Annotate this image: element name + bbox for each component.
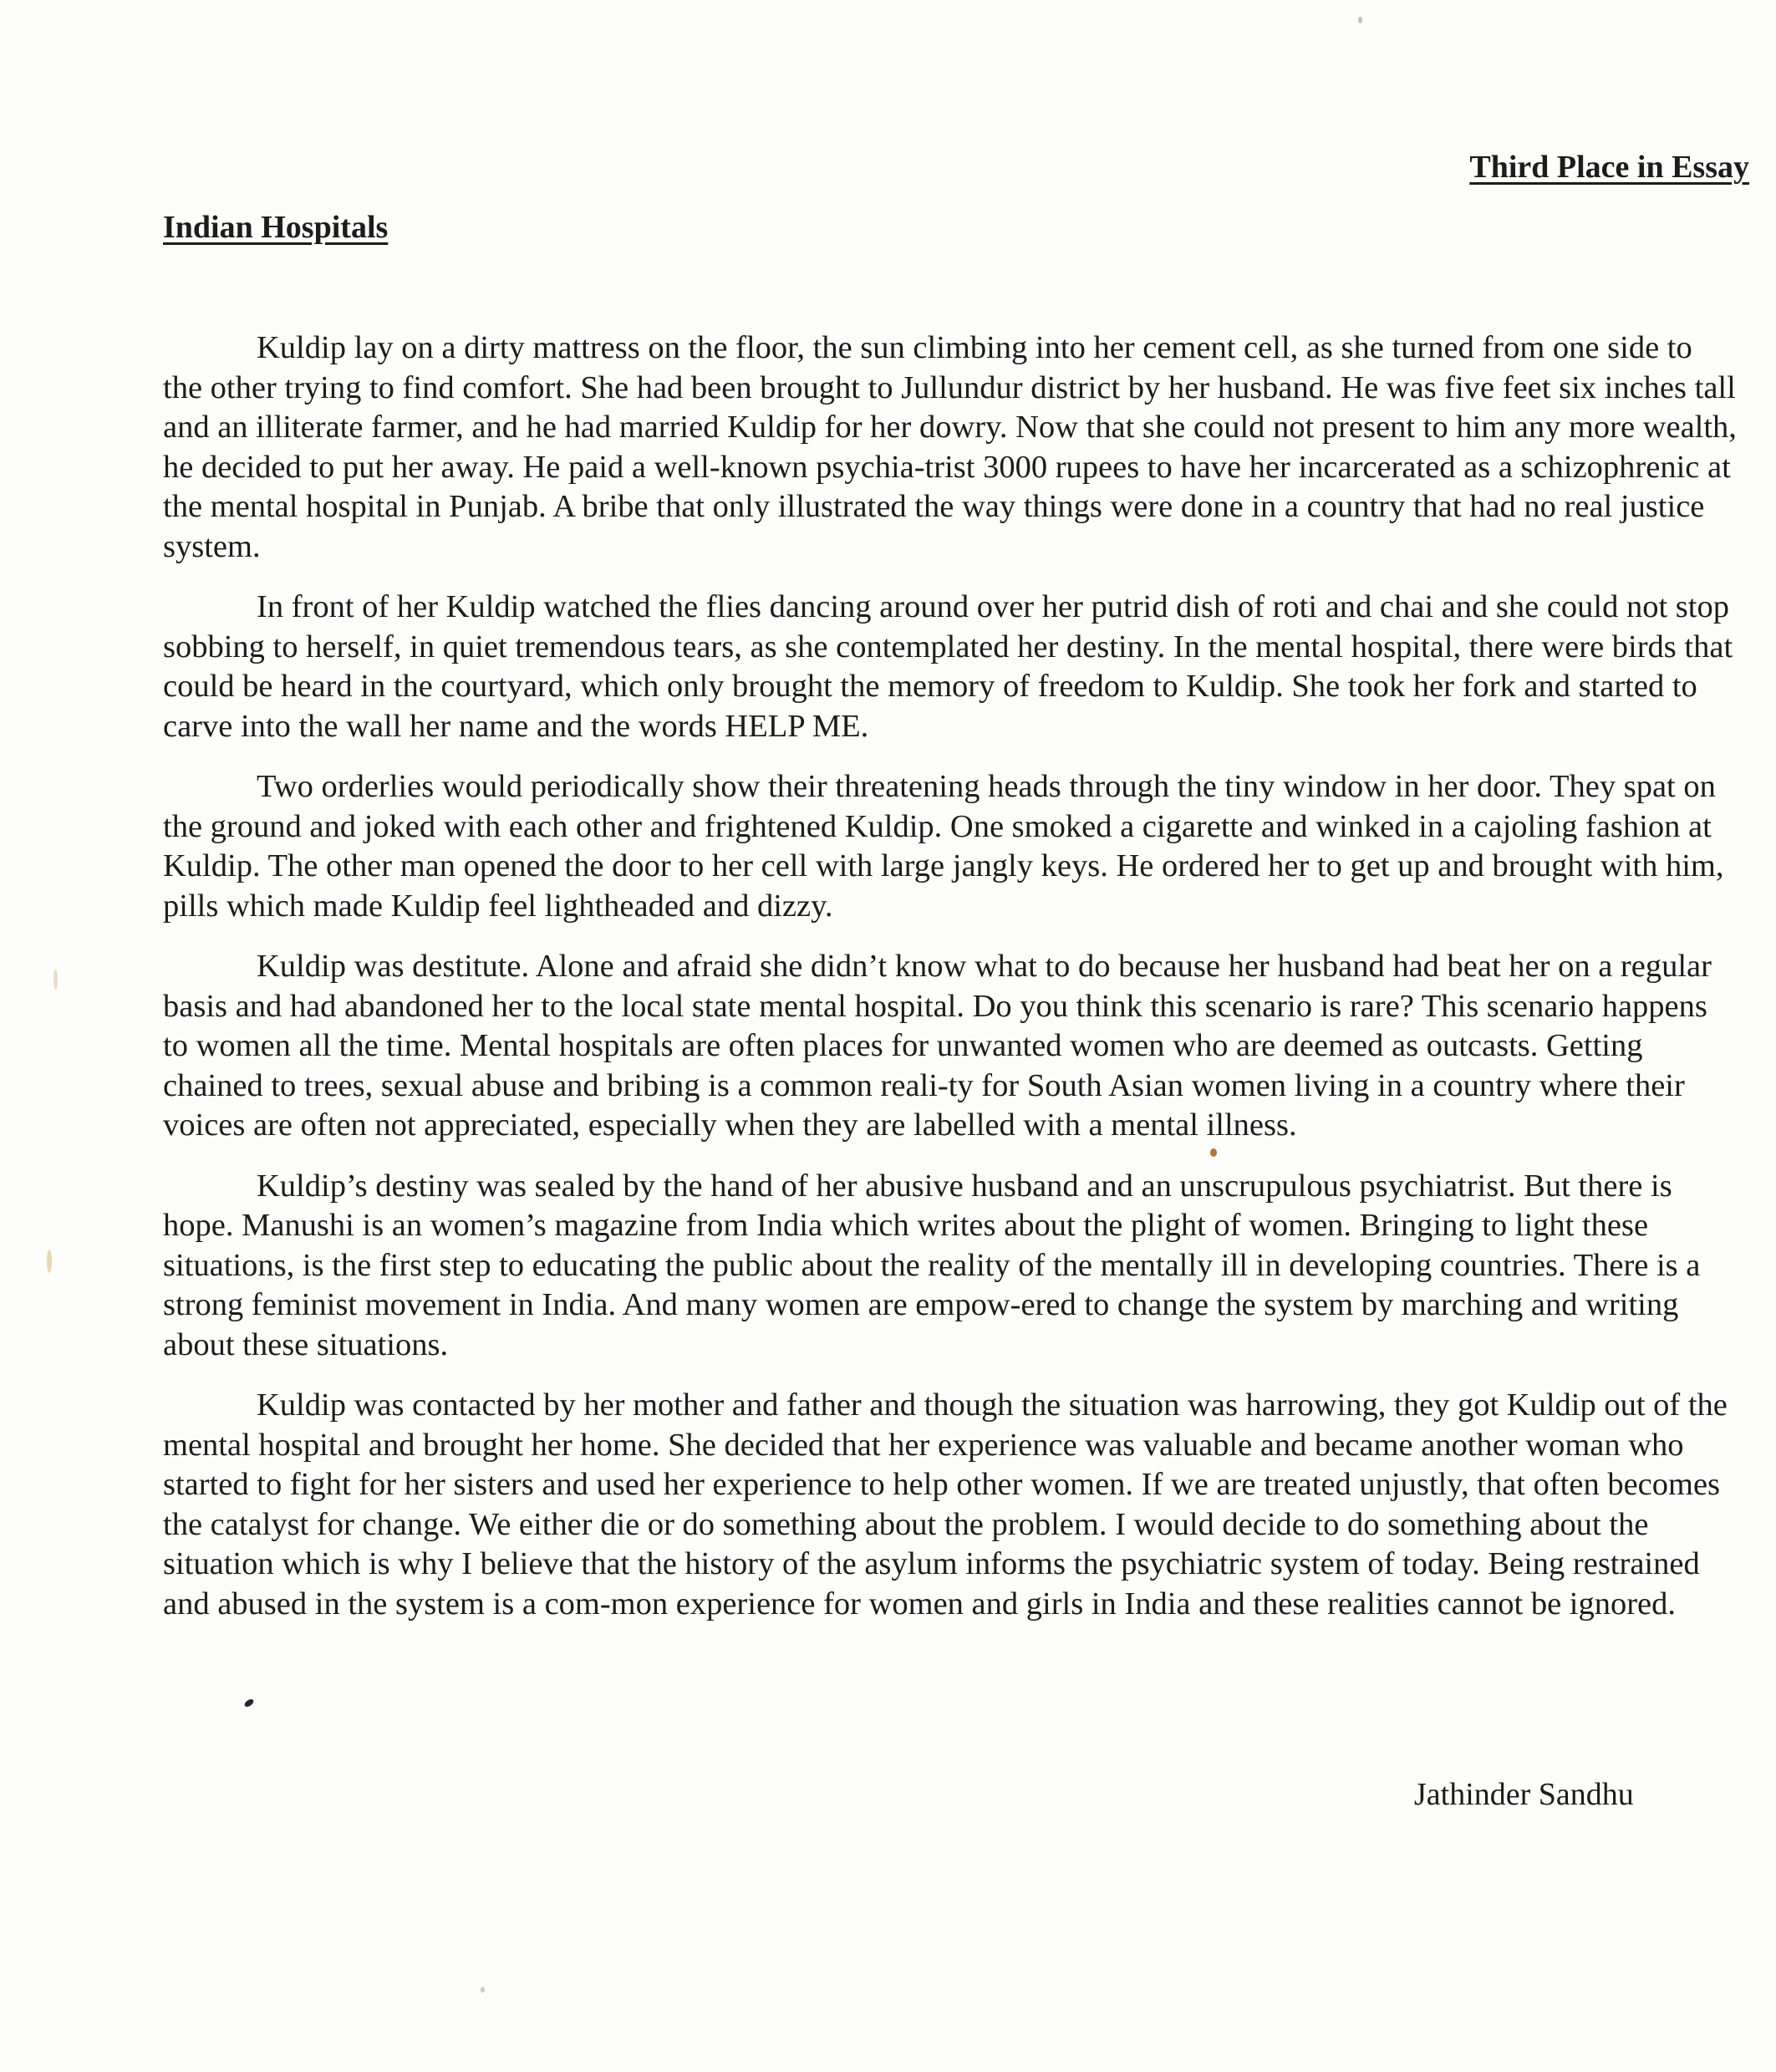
award-label: Third Place in Essay [1469,150,1749,185]
paragraph-4: Kuldip was destitute. Alone and afraid she didn’t know what to do because her husband had beat her on a regular basis and had abandoned her to the local state mental hospital. Do you think this scenario is rare? This scenario happens to women all the time. Mental hospitals are often places for unwanted women who are deemed as outcasts. Getting chained to trees, sexual abuse and bribing is a common reali-ty for South Asian women living in a country where their voices are often not appreciated, especially when they are labelled with a mental illness. [163,949,1712,1143]
paragraph-2: In front of her Kuldip watched the flies dancing around over her putrid dish of roti and chai and she could not stop sobbing to herself, in quiet tremendous tears, as she contemplated her destiny. In the mental hospital, there were birds that could be heard in the courtyard, which only brought the memory of freedom to Kuldip. She took her fork and started to carve into the wall her name and the words HELP ME. [163,589,1733,744]
scan-speck [1358,17,1362,23]
paragraph-5: Kuldip’s destiny was sealed by the hand of her abusive husband and an unscrupulous psychiatrist. But there is hope. Manushi is an women’s magazine from India which writes about the plight of women. Bringing to light these situations, is the first step to educating the public about the reality of the mentally ill in developing countries. There is a strong feminist movement in India. And many women are empow-ered to change the system by marching and writing about these situations. [163,1168,1701,1362]
essay-body [163,328,1738,1645]
scan-stain [53,970,58,990]
scan-stain [47,1250,52,1273]
paragraph-6: Kuldip was contacted by her mother and father and though the situation was harrowing, they got Kuldip out of the mental hospital and brought her home. She decided that her experience was valuable and became another woman who started to fight for her sisters and used her experience to help other women. If we are treated unjustly, that often becomes the catalyst for change. We either die or do something about the problem. I would decide to do something about the situation which is why I believe that the history of the asylum informs the psychiatric system of today. Being restrained and abused in the system is a com-mon experience for women and girls in India and these realities cannot be ignored. [163,1387,1728,1621]
scan-speck [481,1987,485,1993]
ink-speck [1210,1148,1217,1157]
essay-title: Indian Hospitals [163,210,389,245]
author-name: Jathinder Sandhu [1414,1777,1634,1812]
ink-speck [243,1698,255,1708]
paragraph-3: Two orderlies would periodically show their threatening heads through the tiny window in her door. They spat on the ground and joked with each other and frightened Kuldip. One smoked a cigarette and winked in a cajoling fashion at Kuldip. The other man opened the door to her cell with large jangly keys. He ordered her to get up and brought with him, pills which made Kuldip feel lightheaded and dizzy. [163,769,1724,924]
paragraph-1: Kuldip lay on a dirty mattress on the floor, the sun climbing into her cement cell, as she turned from one side to the other trying to find comfort. She had been brought to Jullundur district by her husband. He was five feet six inches tall and an illiterate farmer, and he had married Kuldip for her dowry. Now that she could not present to him any more wealth, he decided to put her away. He paid a well-known psychia-trist 3000 rupees to have her incarcerated as a schizophrenic at the mental hospital in Punjab. A bribe that only illustrated the way things were done in a country that had no real justice system. [163,330,1737,564]
